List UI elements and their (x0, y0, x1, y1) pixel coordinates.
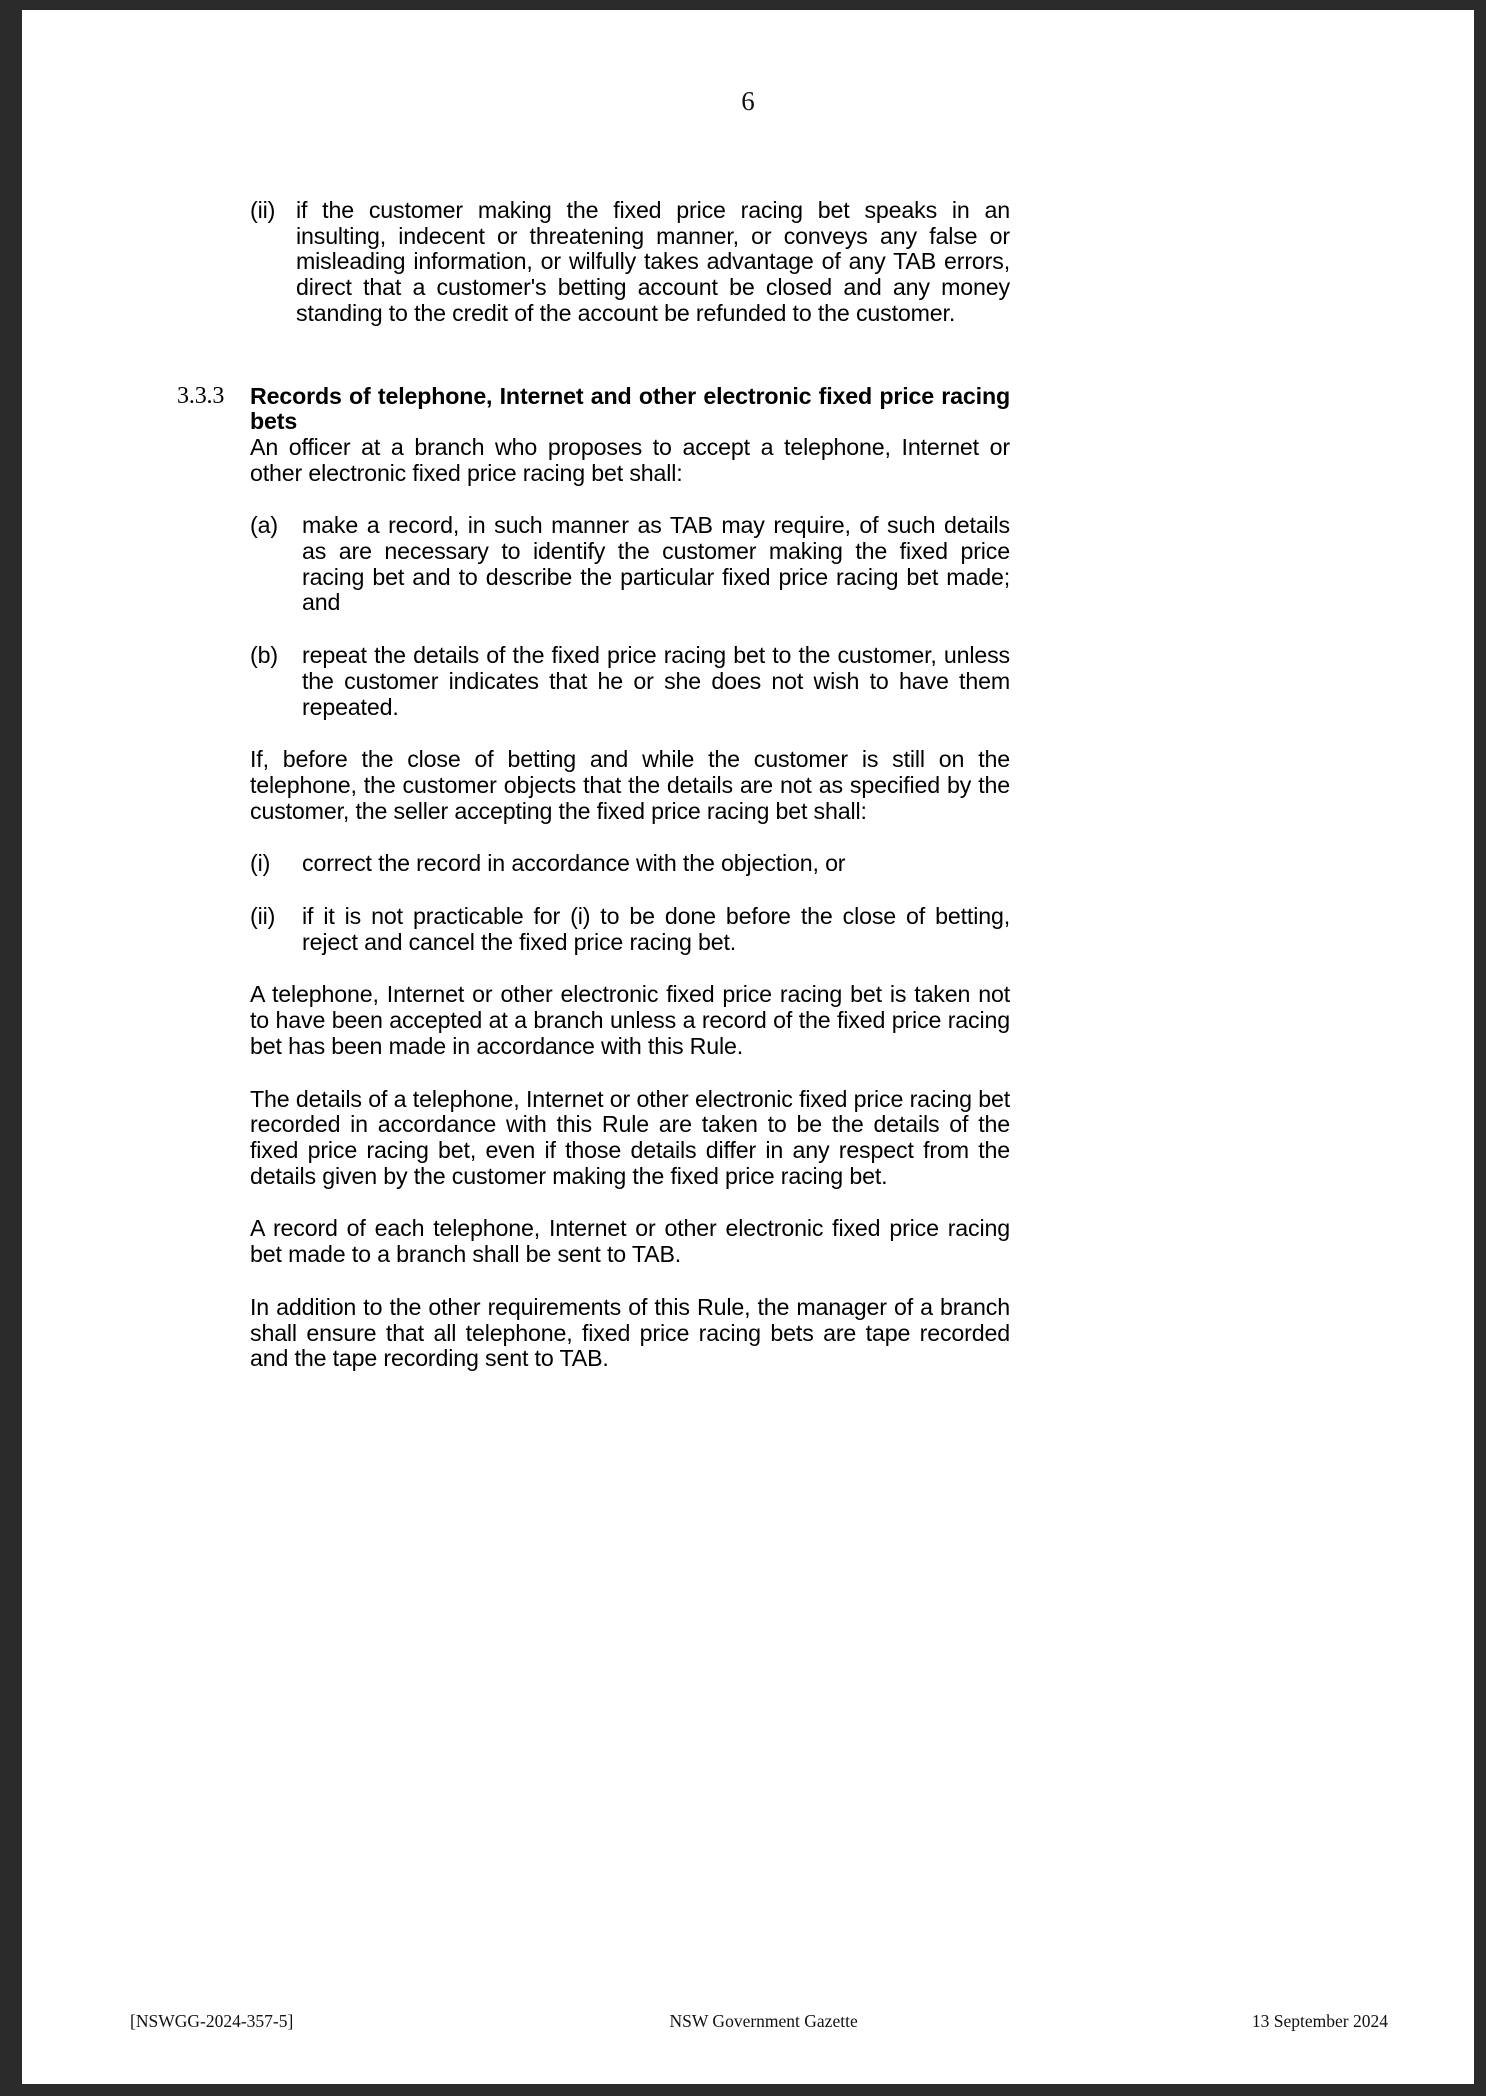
footer-publication-title: NSW Government Gazette (669, 2011, 858, 2031)
clause-3-3-3 (177, 382, 1010, 1399)
list-item (250, 513, 1010, 616)
spacer (250, 354, 1010, 384)
closing-paragraph: A telephone, Internet or other electronic fixed price racing bet is taken not to have been accepted at a branch unless a record of the fixed price racing bet has been made in accordance with this Rule. (250, 981, 1010, 1059)
list-item-text: repeat the details of the fixed price racing bet to the customer, unless the customer indicates that he or she does not wish to have them repeated. (302, 642, 1010, 720)
list-item-text: correct the record in accordance with the objection, or (302, 850, 846, 877)
list-item-marker: (b) (250, 642, 278, 669)
footer-date: 13 September 2024 (1251, 2011, 1388, 2031)
list-item (250, 643, 1010, 720)
objection-paragraph: If, before the close of betting and while the customer is still on the telephone, the customer objects that the details are not as specified by the customer, the seller accepting the fixed price racing bet shall: (250, 746, 1010, 824)
footer-reference-id: [NSWGG-2024-357-5] (130, 2011, 294, 2031)
list-item-text: make a record, in such manner as TAB may require, of such details as are necessary to identify the customer making the fixed price racing bet and to describe the particular fixed price racing bet made; and (302, 512, 1010, 616)
list-item-marker: (ii) (250, 197, 276, 223)
list-item-marker: (i) (250, 850, 271, 877)
page-footer (130, 2011, 1388, 2032)
clause-body (250, 384, 1010, 1399)
document-content (177, 197, 1010, 1399)
list-item (250, 904, 1010, 955)
closing-paragraph: A record of each telephone, Internet or other electronic fixed price racing bet made to a branch shall be sent to TAB. (250, 1215, 1010, 1268)
closing-paragraph: The details of a telephone, Internet or other electronic fixed price racing bet recorded in accordance with this Rule are taken to be the details of the fixed price racing bet, even if those details differ in any respect from the details given by the customer making the fixed price racing bet. (250, 1085, 1010, 1189)
document-page (22, 10, 1474, 2084)
list-item (250, 198, 1010, 327)
closing-paragraph: In addition to the other requirements of this Rule, the manager of a branch shall ensure that all telephone, fixed price racing bets are tape recorded and the tape recording sent to TAB. (250, 1293, 1010, 1372)
list-item-marker: (a) (250, 512, 278, 539)
list-item-text: if it is not practicable for (i) to be done before the close of betting, reject and cancel the fixed price racing bet. (302, 903, 1010, 955)
page-number: 6 (741, 86, 755, 116)
clause-number: 3.3.3 (177, 382, 225, 409)
list-item (250, 851, 1010, 877)
clause-intro-text: An officer at a branch who proposes to accept a telephone, Internet or other electronic fixed price racing bet shall: (250, 433, 1010, 486)
clause-title: Records of telephone, Internet and other electronic fixed price racing bets (250, 382, 1010, 435)
list-item-marker: (ii) (250, 903, 276, 930)
list-item-text: if the customer making the fixed price racing bet speaks in an insulting, indecent or threatening manner, or conveys any false or misleading information, or wilfully takes advantage of any TAB errors, direct that a customer's betting account be closed and any money standing to the credit of the account be refunded to the customer. (296, 197, 1010, 326)
